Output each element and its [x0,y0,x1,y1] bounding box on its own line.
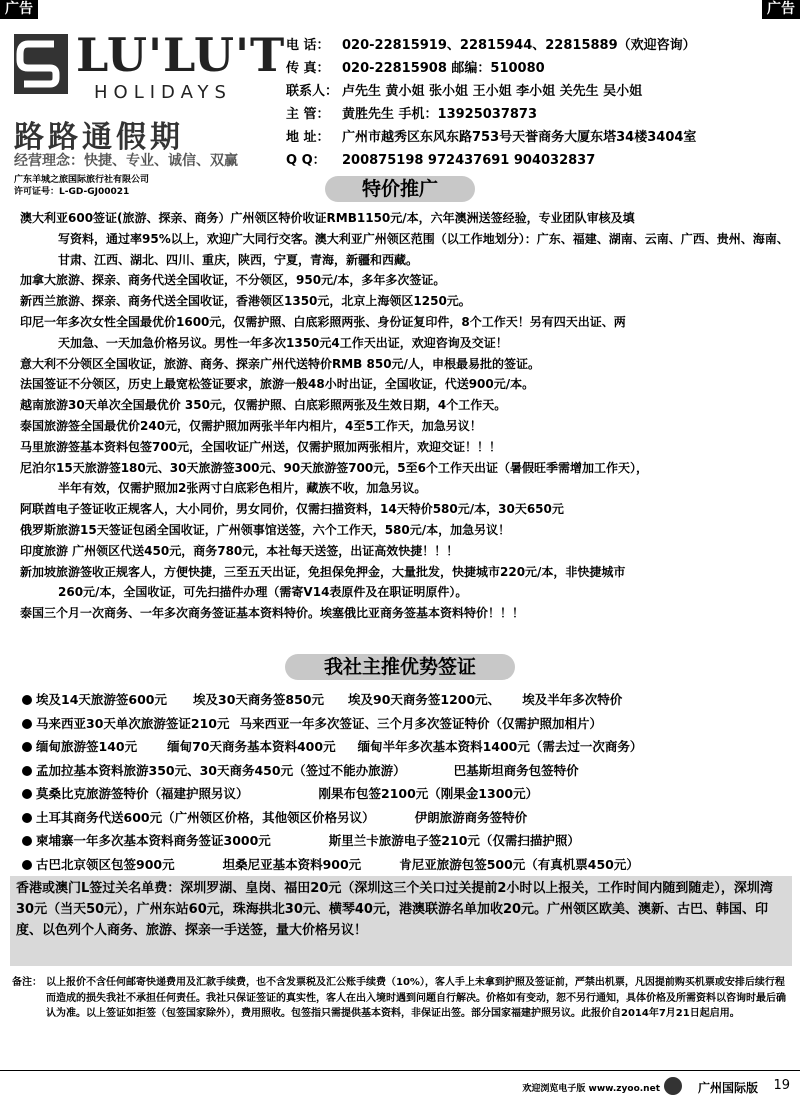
promo-item-text: 印尼一年多次女性全国最优价1600元，仅需护照、白底彩照两张、身份证复印件，8个工作天！另有四天出证、两 [20,314,626,329]
promo-item [20,395,792,416]
promo-item [20,603,792,624]
main-visa-item: 刚果布包签2100元（刚果金1300元） [318,786,539,801]
logo-chinese-name: 路路通假期 [14,120,184,155]
promo-item-text: 澳大利亚600签证(旅游、探亲、商务）广州领区特价收证RMB1150元/本，六年澳洲送签经验，专业团队审核及填 [20,211,635,225]
bullet-icon [22,719,32,729]
promo-item [20,499,792,520]
promo-item-text: 意大利不分领区全国收证，旅游、商务、探亲广州代送特价RMB 850元/人，申根最易批的签证。 [20,356,540,371]
promo-item [20,291,792,312]
notes [12,975,792,1022]
main-visa-item: 伊朗旅游商务签特价 [414,809,528,825]
promo-item [20,458,792,500]
main-visa-item: 缅甸半年多次基本资料1400元（需去过一次商务） [357,739,643,754]
promo-item-text: 马里旅游签基本资料包签700元，全国收证广州送，仅需护照加两张相片，欢迎交证！！！ [20,439,502,454]
main-visa-item: 坦桑尼亚基本资料900元 [222,856,362,872]
logo-s-icon [14,34,68,94]
main-visa-item: 马来西亚30天单次旅游签证210元 [36,715,230,731]
main-visa-row [22,735,792,759]
promo-item-text: 法国签证不分领区，历史上最宽松签证要求，旅游一般48小时出证，全国收证，代送900元/本。 [20,377,535,392]
main-visa-item: 巴基斯坦商务包签特价 [453,762,579,778]
main-visa-list [22,688,792,876]
contact-qq: Q Q： 200875198 972437691 904032837 [286,153,596,168]
contact-address: 地 址： 广州市越秀区东风东路753号天誉商务大厦东塔34楼3404室 [286,130,697,145]
main-visa-item: 肯尼亚旅游包签500元（有真机票450元） [399,856,639,872]
footer-paper-name: 广州国际版 [697,1081,758,1095]
main-visa-item: 埃及90天商务签1200元、 [348,692,501,707]
promo-item-text: 新西兰旅游、探亲、商务代送全国收证，香港领区1350元，北京上海领区1250元。 [20,294,471,309]
promo-item-continuation: 天加急、一天加急价格另议。男性一年多次1350元4工作天出证，欢迎咨询及交证！ [58,335,508,350]
promo-item-text: 俄罗斯旅游15天签证包函全国收证，广州领事馆送签，六个工作天，580元/本，加急另议！ [20,522,511,537]
main-visa-row [22,712,792,736]
bullet-icon [22,695,32,705]
bullet-icon [22,860,32,870]
license-number: 许可证号：L-GD-GJ00021 [14,187,130,197]
promo-item [20,562,792,604]
logo-motto: 经营理念：快捷、专业、诚信、双赢 [14,153,238,169]
promo-item [20,270,792,291]
promo-item [20,312,792,354]
ad-label-right: 广告 [762,0,800,19]
main-visa-item: 缅甸70天商务基本资料400元 [167,739,336,754]
main-visa-item: 莫桑比克旅游签特价（福建护照另议） [36,786,249,801]
bullet-icon [22,766,32,776]
promo-item [20,354,792,375]
footer-site: 欢迎浏览电子版 www.zyoo.net [522,1084,660,1094]
main-visa-item: 马来西亚一年多次签证、三个月多次签证特价（仅需护照加相片） [239,715,603,731]
contact-info [286,34,796,172]
main-visa-row [22,782,792,806]
contact-phone: 电 话： 020-22815919、22815944、22815889（欢迎咨询） [286,38,696,53]
bullet-icon [22,789,32,799]
contact-persons: 联系人： 卢先生 黄小姐 张小姐 王小姐 李小姐 关先生 吴小姐 [286,84,643,99]
promo-item-text: 加拿大旅游、探亲、商务代送全国收证，不分领区，950元/本，多年多次签证。 [20,273,446,288]
promo-item-text: 新加坡旅游签收正规客人，方便快捷，三至五天出证，免担保免押金，大量批发，快捷城市220元/本，非快捷城市 [20,564,626,579]
promo-item [20,374,792,395]
logo-block [8,28,286,197]
logo-english-name: LU'LU'T [76,28,286,82]
promo-list [20,208,792,624]
bullet-icon [22,813,32,823]
main-visa-item: 土耳其商务代送600元（广州领区价格，其他领区价格另议） [36,809,375,825]
logo-holidays: HOLIDAYS [94,82,232,103]
main-visa-row [22,853,792,877]
bullet-icon [22,836,32,846]
notes-label: 备注： [12,977,42,988]
main-visa-item: 缅甸旅游签140元 [36,739,138,754]
main-visa-item: 柬埔寨一年多次基本资料商务签证3000元 [36,833,271,848]
promo-item [20,437,792,458]
promo-item-continuation: 写资料，通过率95%以上，欢迎广大同行交客。澳大利亚广州领区范围（以工作地划分）：广东、福建、湖南、云南、广西、贵州、海南、甘肃、江西、湖北、四川、重庆，陕西，宁夏，青海，新疆和西藏。 [58,231,789,267]
newspaper-logo-icon [664,1077,682,1095]
promo-item-text: 泰国旅游签全国最优价240元，仅需护照加两张半年内相片，4至5工作天，加急另议！ [20,418,482,433]
contact-manager: 主 管： 黄胜先生 手机：13925037873 [286,107,538,122]
main-visa-row [22,688,792,712]
promo-item [20,208,792,270]
bullet-icon [22,742,32,752]
ad-label-left: 广告 [0,0,38,19]
main-visa-item: 斯里兰卡旅游电子签210元（仅需扫描护照） [328,833,580,848]
main-visa-item: 埃及14天旅游签600元 [36,692,167,707]
company-name: 广东羊城之旅国际旅行社有限公司 [14,175,150,185]
promo-item [20,541,792,562]
page-number: 19 [773,1078,790,1093]
promo-item-text: 越南旅游30天单次全国最优价 350元，仅需护照、白底彩照两张及生效日期，4个工作天。 [20,398,507,413]
notes-text: 以上报价不含任何邮寄快递费用及汇款手续费，也不含发票税及汇公账手续费（10%），客人手上未拿到护照及签证前，严禁出机票，凡因提前购买机票或安排后续行程而造成的损失我社不承担任何责任。我社只保证签证的真实性，客人在出入境时遇到问题自行解决。价格如有变动，恕不另行通知，具体价格及所需资料以咨询时最后确认为准。以上签证如拒签（包签国家除外），费用照收。包签指只需提供基本资料，非保证出签。部分国家福建护照另议。此报价自2014年7月21日起启用。 [46,977,786,1019]
main-visa-item: 埃及半年多次特价 [522,692,623,707]
main-visa-item: 孟加拉基本资料旅游350元、30天商务450元（签过不能办旅游） [36,762,406,778]
footer [0,1070,800,1100]
promo-item-continuation: 260元/本，全国收证，可先扫描件办理（需寄V14表原件及在职证明原件）。 [58,585,468,600]
promo-item-text: 印度旅游 广州领区代送450元，商务780元，本社每天送签，出证高效快捷！！！ [20,543,459,558]
promo-item-text: 阿联酋电子签证收正规客人，大小同价，男女同价，仅需扫描资料，14天特价580元/本，30天650元 [20,502,564,517]
hk-macau-notice: 香港或澳门L签过关名单费：深圳罗湖、皇岗、福田20元（深圳这三个关口过关提前2小时以上报关，工作时间内随到随走），深圳湾30元（当天50元），广州东站60元，珠海拱北30元、横琴40元，港澳联游名单加收20元。广州领区欧美、澳新、古巴、韩国、印度、以色列个人商务、旅游、探亲一手送签，量大价格另议！ [10,876,792,966]
main-visa-row [22,806,792,830]
promo-item-continuation: 半年有效，仅需护照加2张两寸白底彩色相片，藏族不收，加急另议。 [58,481,427,496]
section-title-main: 我社主推优势签证 [285,654,515,680]
promo-item [20,416,792,437]
main-visa-item: 古巴北京领区包签900元 [36,856,175,872]
main-visa-row [22,829,792,853]
promo-item-text: 尼泊尔15天旅游签180元、30天旅游签300元、90天旅游签700元，5至6个工作天出证（暑假旺季需增加工作天）， [20,460,648,475]
main-visa-row [22,759,792,783]
section-title-promo: 特价推广 [325,176,475,202]
main-visa-item: 埃及30天商务签850元 [193,692,324,707]
promo-item-text: 泰国三个月一次商务、一年多次商务签证基本资料特价。埃塞俄比亚商务签基本资料特价！！！ [20,606,525,621]
contact-fax: 传 真： 020-22815908 邮编：510080 [286,61,545,76]
header [0,26,800,196]
promo-item [20,520,792,541]
